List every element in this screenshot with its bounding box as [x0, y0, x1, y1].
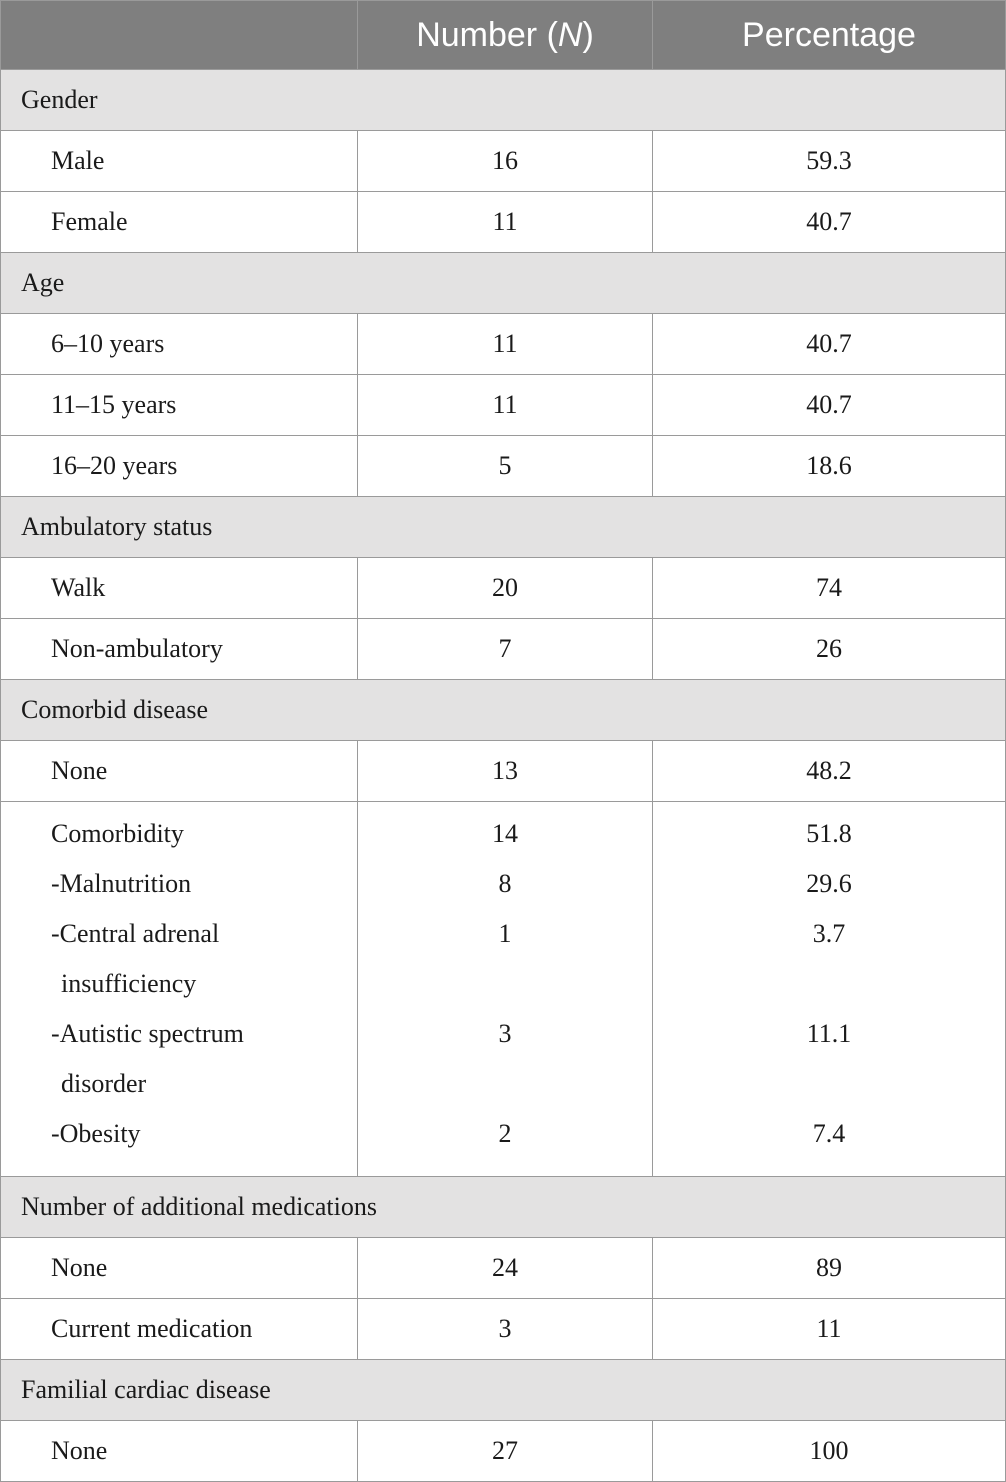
header-percentage: Percentage: [653, 1, 1006, 70]
row-label: -Central adrenal: [51, 919, 220, 948]
row-number: 1: [498, 919, 512, 948]
row-label: Male: [1, 131, 358, 192]
table-row: [1, 314, 1006, 375]
row-percentage: 40.7: [653, 375, 1006, 436]
table-row: [1, 619, 1006, 680]
spacer: [358, 969, 652, 1019]
header-number: [358, 1, 653, 70]
row-percentage: 89: [653, 1238, 1006, 1299]
row-number: 3: [358, 1299, 653, 1360]
row-label: Comorbidity: [51, 819, 184, 848]
header-number-n: N: [557, 15, 583, 54]
table-row: [1, 131, 1006, 192]
row-label: -Autistic spectrum: [51, 1019, 244, 1048]
row-percentage: 3.7: [812, 919, 846, 948]
row-label: None: [1, 1421, 358, 1482]
row-number: 16: [358, 131, 653, 192]
table-row: [1, 1299, 1006, 1360]
section-medications: [1, 1177, 1006, 1238]
row-percentage: 40.7: [653, 192, 1006, 253]
table-row-comorbidity: [1, 802, 1006, 1177]
row-number: 14: [492, 819, 518, 848]
row-label: -Obesity: [51, 1119, 141, 1148]
spacer: [358, 1069, 652, 1119]
comorbidity-percentages: [653, 802, 1006, 1177]
section-age: [1, 253, 1006, 314]
row-percentage: 7.4: [812, 1119, 846, 1148]
row-percentage: 26: [653, 619, 1006, 680]
row-number: 11: [358, 192, 653, 253]
row-number: 11: [358, 375, 653, 436]
spacer: [653, 1069, 1005, 1119]
header-number-close: ): [582, 15, 594, 54]
row-number: 3: [498, 1019, 512, 1048]
row-percentage: 48.2: [653, 741, 1006, 802]
spacer: [653, 969, 1005, 1019]
row-number: 24: [358, 1238, 653, 1299]
section-title: Familial cardiac disease: [1, 1360, 1006, 1421]
row-number: 11: [358, 314, 653, 375]
row-label: Current medication: [1, 1299, 358, 1360]
row-percentage: 11.1: [806, 1019, 852, 1048]
row-percentage: 29.6: [806, 869, 852, 898]
table-row: [1, 741, 1006, 802]
row-percentage: 59.3: [653, 131, 1006, 192]
row-percentage: 100: [653, 1421, 1006, 1482]
row-percentage: 18.6: [653, 436, 1006, 497]
row-percentage: 40.7: [653, 314, 1006, 375]
section-title: Comorbid disease: [1, 680, 1006, 741]
row-number: 5: [358, 436, 653, 497]
header-number-text: Number (: [416, 15, 558, 54]
section-ambulatory: [1, 497, 1006, 558]
row-label: 11–15 years: [1, 375, 358, 436]
row-percentage: 51.8: [806, 819, 852, 848]
section-gender: [1, 70, 1006, 131]
row-number: 7: [358, 619, 653, 680]
row-label: -Malnutrition: [51, 869, 192, 898]
row-number: 27: [358, 1421, 653, 1482]
row-label: None: [1, 1238, 358, 1299]
row-number: 13: [358, 741, 653, 802]
row-percentage: 11: [653, 1299, 1006, 1360]
table-row: [1, 436, 1006, 497]
table-row: [1, 558, 1006, 619]
table-row: [1, 375, 1006, 436]
row-number: 20: [358, 558, 653, 619]
row-number: 8: [498, 869, 512, 898]
section-title: Number of additional medications: [1, 1177, 1006, 1238]
row-label: Non-ambulatory: [1, 619, 358, 680]
row-label-continued: disorder: [61, 1069, 147, 1098]
section-comorbid: [1, 680, 1006, 741]
comorbidity-labels: [1, 802, 358, 1177]
row-percentage: 74: [653, 558, 1006, 619]
table-row: [1, 192, 1006, 253]
section-title: Ambulatory status: [1, 497, 1006, 558]
row-label: Female: [1, 192, 358, 253]
table-row: [1, 1238, 1006, 1299]
row-label: Walk: [1, 558, 358, 619]
header-blank: [1, 1, 358, 70]
section-familial: [1, 1360, 1006, 1421]
row-number: 2: [498, 1119, 512, 1148]
section-title: Age: [1, 253, 1006, 314]
row-label: 16–20 years: [1, 436, 358, 497]
section-title: Gender: [1, 70, 1006, 131]
row-label-continued: insufficiency: [61, 969, 197, 998]
comorbidity-numbers: [358, 802, 653, 1177]
header-row: [1, 1, 1006, 70]
row-label: None: [1, 741, 358, 802]
table-row: [1, 1421, 1006, 1482]
row-label: 6–10 years: [1, 314, 358, 375]
